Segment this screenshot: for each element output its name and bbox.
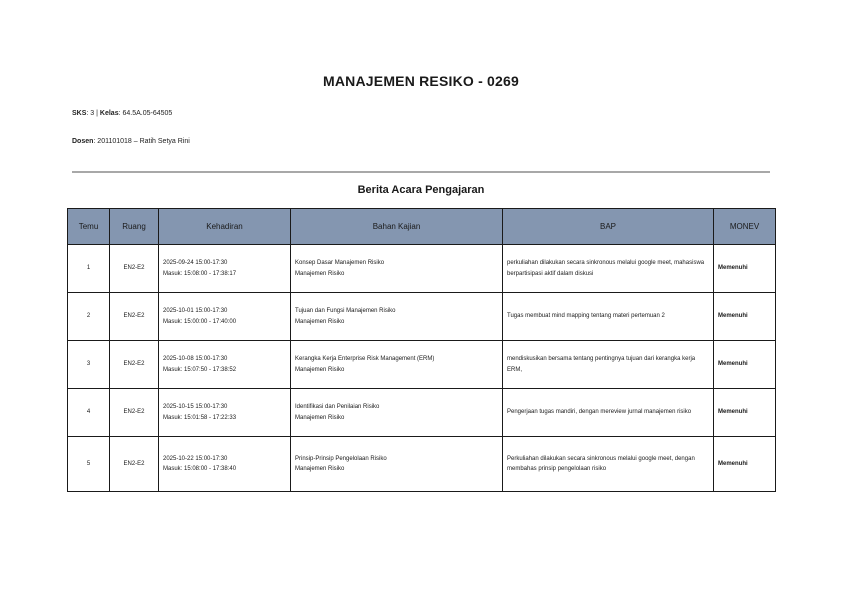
cell-bahan-kajian xyxy=(291,293,503,341)
cell-kehadiran xyxy=(159,245,291,293)
header-kehadiran: Kehadiran xyxy=(159,209,291,245)
header-monev: MONEV xyxy=(714,209,776,245)
cell-monev: Memenuhi xyxy=(714,293,776,341)
bahan-course: Manajemen Risiko xyxy=(295,366,345,373)
masuk-text: Masuk: 15:08:00 - 17:38:17 xyxy=(163,270,237,277)
sks-label: SKS xyxy=(72,110,87,117)
masuk-text: Masuk: 15:08:00 - 17:38:40 xyxy=(163,466,237,472)
cell-bap: Perkuliahan dilakukan secara sinkronous melalui google meet, dengan membahas prinsip pengelolaan risiko xyxy=(503,437,714,492)
table-header-row xyxy=(68,209,776,245)
kelas-label: Kelas xyxy=(99,110,119,117)
course-meta-sks-kelas xyxy=(72,110,172,117)
cell-bap: Pengerjaan tugas mandiri, dengan mereview jurnal manajemen risiko xyxy=(503,389,714,437)
header-bahan-kajian: Bahan Kajian xyxy=(291,209,503,245)
table-row xyxy=(68,293,776,341)
kelas-value: : 64.5A.05-64505 xyxy=(118,110,173,117)
cell-monev: Memenuhi xyxy=(714,341,776,389)
cell-kehadiran xyxy=(159,437,291,492)
cell-temu: 5 xyxy=(68,437,110,492)
cell-kehadiran xyxy=(159,293,291,341)
cell-bahan-kajian xyxy=(291,341,503,389)
cell-ruang: EN2-E2 xyxy=(110,437,159,492)
table-row xyxy=(68,245,776,293)
cell-bap: Tugas membuat mind mapping tentang materi pertemuan 2 xyxy=(503,293,714,341)
cell-monev: Memenuhi xyxy=(714,389,776,437)
bahan-course: Manajemen Risiko xyxy=(295,466,345,472)
dosen-label: Dosen xyxy=(72,138,94,145)
jadwal-text: 2025-10-22 15:00-17:30 xyxy=(163,455,228,462)
cell-kehadiran xyxy=(159,341,291,389)
cell-ruang: EN2-E2 xyxy=(110,245,159,293)
cell-bap: perkuliahan dilakukan secara sinkronous melalui google meet, mahasiswa berpartisipasi aktif dalam diskusi xyxy=(503,245,714,293)
bahan-course: Manajemen Risiko xyxy=(295,318,345,325)
cell-kehadiran xyxy=(159,389,291,437)
jadwal-text: 2025-10-08 15:00-17:30 xyxy=(163,356,228,363)
bahan-topic: Identifikasi dan Penilaian Risiko xyxy=(295,404,380,411)
divider xyxy=(72,171,770,173)
masuk-text: Masuk: 15:07:50 - 17:38:52 xyxy=(163,366,237,373)
dosen-value: : 201101018 – Ratih Setya Rini xyxy=(93,138,190,145)
cell-bahan-kajian xyxy=(291,389,503,437)
jadwal-text: 2025-10-01 15:00-17:30 xyxy=(163,308,228,315)
page-title: MANAJEMEN RESIKO - 0269 xyxy=(323,73,519,89)
bahan-course: Manajemen Risiko xyxy=(295,270,345,277)
masuk-text: Masuk: 15:01:58 - 17:22:33 xyxy=(163,414,237,421)
cell-monev: Memenuhi xyxy=(714,245,776,293)
cell-temu: 3 xyxy=(68,341,110,389)
cell-temu: 4 xyxy=(68,389,110,437)
header-ruang: Ruang xyxy=(110,209,159,245)
table-row xyxy=(68,437,776,492)
header-temu: Temu xyxy=(68,209,110,245)
berita-acara-table xyxy=(67,208,776,492)
cell-temu: 1 xyxy=(68,245,110,293)
bahan-topic: Tujuan dan Fungsi Manajemen Risiko xyxy=(295,308,396,315)
cell-bahan-kajian xyxy=(291,245,503,293)
cell-ruang: EN2-E2 xyxy=(110,389,159,437)
bahan-topic: Prinsip-Prinsip Pengelolaan Risiko xyxy=(295,455,387,462)
cell-monev: Memenuhi xyxy=(714,437,776,492)
jadwal-text: 2025-10-15 15:00-17:30 xyxy=(163,404,228,411)
section-title: Berita Acara Pengajaran xyxy=(357,184,485,196)
masuk-text: Masuk: 15:00:00 - 17:40:00 xyxy=(163,318,237,325)
bahan-topic: Kerangka Kerja Enterprise Risk Management (ERM) xyxy=(295,356,435,363)
bahan-topic: Konsep Dasar Manajemen Risiko xyxy=(295,260,385,267)
jadwal-text: 2025-09-24 15:00-17:30 xyxy=(163,260,228,267)
cell-bahan-kajian xyxy=(291,437,503,492)
cell-ruang: EN2-E2 xyxy=(110,341,159,389)
table-row xyxy=(68,341,776,389)
cell-bap: mendiskusikan bersama tentang pentingnya tujuan dari kerangka kerja ERM, xyxy=(503,341,714,389)
sks-value: : 3 | xyxy=(86,110,100,117)
table-row xyxy=(68,389,776,437)
cell-ruang: EN2-E2 xyxy=(110,293,159,341)
bahan-course: Manajemen Risiko xyxy=(295,414,345,421)
course-meta-dosen xyxy=(72,138,190,145)
cell-temu: 2 xyxy=(68,293,110,341)
header-bap: BAP xyxy=(503,209,714,245)
